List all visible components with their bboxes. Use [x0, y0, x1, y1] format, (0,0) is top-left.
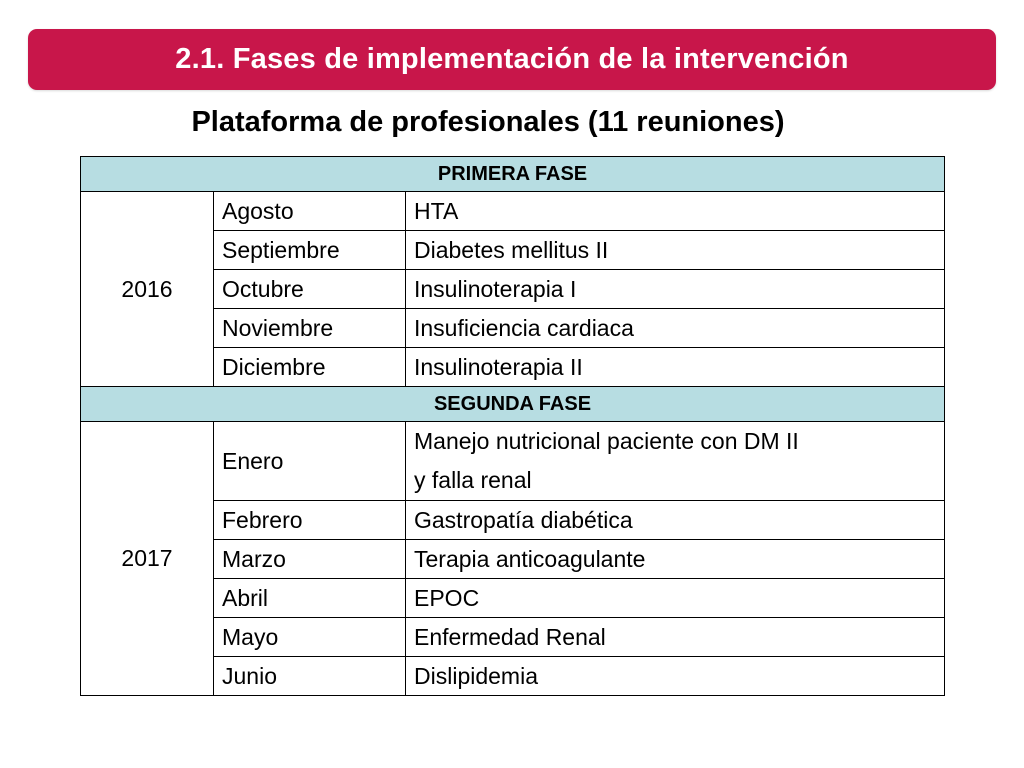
topic-cell	[406, 422, 945, 501]
month-cell: Febrero	[214, 501, 406, 540]
month-cell: Marzo	[214, 540, 406, 579]
month-cell: Agosto	[214, 192, 406, 231]
year-cell: 2016	[81, 192, 214, 387]
topic-cell: Insuficiencia cardiaca	[406, 309, 945, 348]
slide-title: 2.1. Fases de implementación de la intervención	[175, 43, 849, 75]
slide-subtitle: Plataforma de profesionales (11 reuniones)	[191, 106, 785, 138]
table-row	[81, 192, 945, 231]
phase-header-row	[81, 387, 945, 422]
topic-cell: Insulinoterapia II	[406, 348, 945, 387]
topic-cell: EPOC	[406, 579, 945, 618]
phase-header: SEGUNDA FASE	[81, 387, 945, 422]
topic-cell: Diabetes mellitus II	[406, 231, 945, 270]
month-cell: Noviembre	[214, 309, 406, 348]
phase-header-row	[81, 157, 945, 192]
topic-cell: Dislipidemia	[406, 657, 945, 696]
topic-cell: Enfermedad Renal	[406, 618, 945, 657]
month-cell: Septiembre	[214, 231, 406, 270]
month-cell: Diciembre	[214, 348, 406, 387]
topic-line: y falla renal	[414, 467, 532, 493]
month-cell: Mayo	[214, 618, 406, 657]
table-row	[81, 422, 945, 501]
month-cell: Enero	[214, 422, 406, 501]
topic-cell: HTA	[406, 192, 945, 231]
topic-line: Manejo nutricional paciente con DM II	[414, 428, 799, 454]
month-cell: Octubre	[214, 270, 406, 309]
year-cell: 2017	[81, 422, 214, 696]
topic-cell: Gastropatía diabética	[406, 501, 945, 540]
title-bar	[28, 29, 996, 90]
topic-cell: Insulinoterapia I	[406, 270, 945, 309]
topic-cell: Terapia anticoagulante	[406, 540, 945, 579]
month-cell: Junio	[214, 657, 406, 696]
month-cell: Abril	[214, 579, 406, 618]
schedule-table	[80, 156, 945, 696]
phase-header: PRIMERA FASE	[81, 157, 945, 192]
